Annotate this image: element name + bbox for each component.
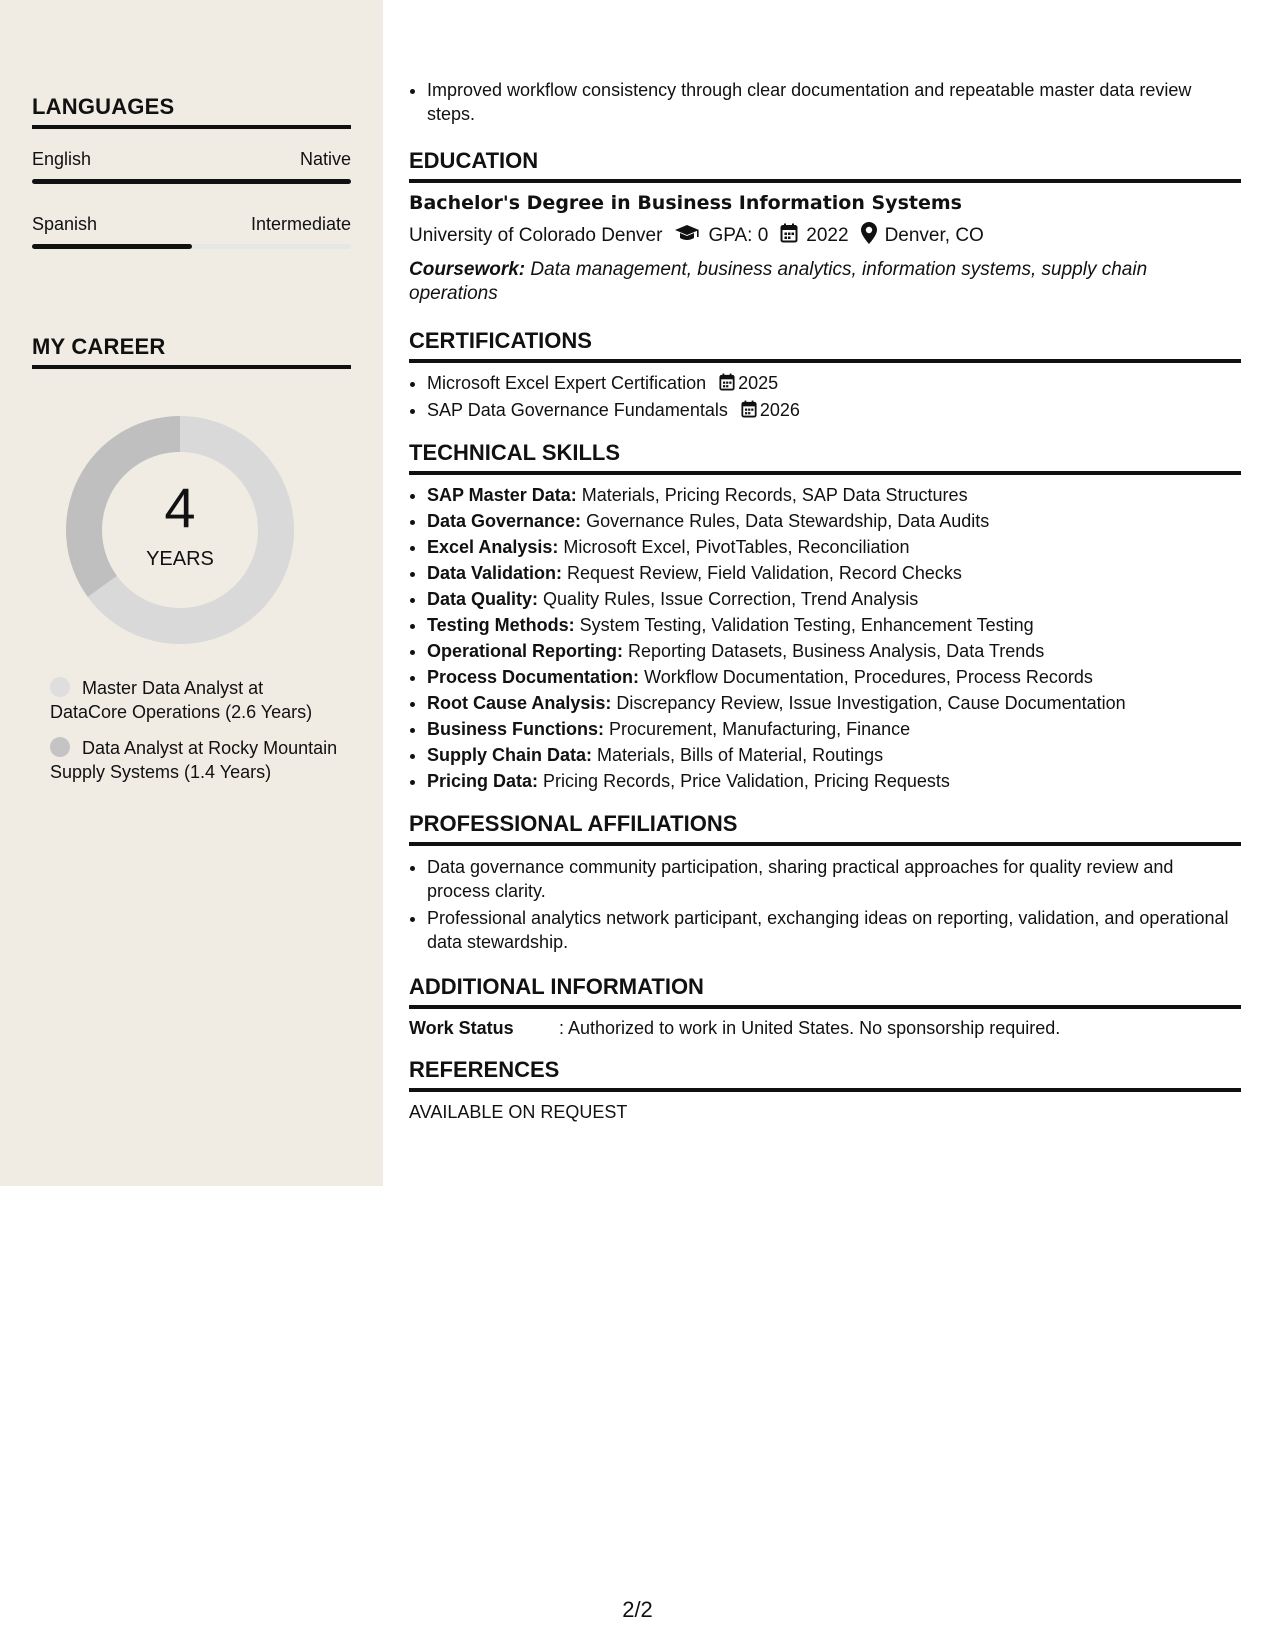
work-status-row [409, 1018, 1241, 1039]
skill-category: Excel Analysis: [427, 537, 559, 557]
affiliations-heading: PROFESSIONAL AFFILIATIONS [409, 811, 1241, 846]
technical-skills-section [409, 440, 1241, 793]
language-proficiency-bar [32, 179, 351, 184]
experience-bullet: • Improved workflow consistency through clear documentation and repeatable master data review steps. [427, 78, 1241, 126]
affiliation-item: • Professional analytics network participant, exchanging ideas on reporting, validation, and operational data stewardship. [427, 906, 1241, 954]
skill-values: Materials, Pricing Records, SAP Data Structures [581, 485, 968, 505]
language-item [32, 149, 351, 184]
skill-values: Materials, Bills of Material, Routings [597, 745, 884, 765]
calendar-icon [741, 398, 757, 422]
career-role-label: Data Analyst at Rocky Mountain Supply Systems (1.4 Years) [50, 738, 338, 782]
location-pin-icon [861, 222, 877, 250]
skill-item [427, 535, 1241, 559]
calendar-icon [780, 223, 798, 249]
career-total-years: 4 [164, 476, 196, 539]
language-name: English [32, 149, 92, 169]
additional-info-section [409, 974, 1241, 1039]
skill-item [427, 613, 1241, 637]
career-donut [66, 416, 294, 644]
language-proficiency-fill [32, 179, 351, 184]
education-location: Denver, CO [884, 225, 984, 246]
main-content [409, 78, 1241, 1123]
skill-category: Business Functions: [427, 719, 605, 739]
skill-category: Testing Methods: [427, 615, 575, 635]
coursework-label: Coursework: [409, 259, 526, 280]
coursework [409, 258, 1241, 306]
work-status-value: : Authorized to work in United States. No sponsorship required. [559, 1018, 1061, 1038]
affiliation-item: • Data governance community participation, sharing practical approaches for quality review and process clarity. [427, 855, 1241, 903]
skill-values: System Testing, Validation Testing, Enhancement Testing [579, 615, 1034, 635]
skill-item [427, 665, 1241, 689]
skill-values: Request Review, Field Validation, Record Checks [567, 563, 962, 583]
certification-name: SAP Data Governance Fundamentals [427, 400, 728, 420]
skill-item [427, 639, 1241, 663]
references-heading: REFERENCES [409, 1057, 1241, 1092]
additional-info-heading: ADDITIONAL INFORMATION [409, 974, 1241, 1009]
skill-item [427, 483, 1241, 507]
skill-category: Data Governance: [427, 511, 582, 531]
certification-name: Microsoft Excel Expert Certification [427, 373, 707, 393]
skill-category: Operational Reporting: [427, 641, 624, 661]
references-text: AVAILABLE ON REQUEST [409, 1102, 628, 1122]
affiliations-list [409, 855, 1241, 954]
degree-title: Bachelor's Degree in Business Information Systems [409, 192, 962, 214]
sidebar [0, 0, 383, 1186]
page-number: 2/2 [622, 1597, 653, 1622]
skill-item [427, 691, 1241, 715]
career-heading: MY CAREER [32, 334, 351, 369]
career-legend-item [50, 676, 340, 724]
career-role-label: Master Data Analyst at DataCore Operations (2.6 Years) [50, 678, 313, 722]
coursework-text: Data management, business analytics, information systems, supply chain operations [409, 259, 1148, 304]
calendar-icon [719, 371, 735, 395]
certification-item [427, 371, 1241, 395]
education-section [409, 148, 1241, 306]
skill-values: Governance Rules, Data Stewardship, Data Audits [586, 511, 990, 531]
language-item [32, 214, 351, 249]
technical-skills-heading: TECHNICAL SKILLS [409, 440, 1241, 475]
language-proficiency-fill [32, 244, 192, 249]
career-legend-item [50, 736, 340, 784]
legend-dot-icon [50, 737, 70, 757]
career-legend [50, 676, 340, 796]
skill-item [427, 509, 1241, 533]
languages-section [32, 94, 351, 249]
skill-values: Microsoft Excel, PivotTables, Reconciliation [563, 537, 910, 557]
skill-item [427, 769, 1241, 793]
graduation-cap-icon [674, 224, 700, 248]
language-proficiency-bar [32, 244, 351, 249]
education-details [409, 222, 1241, 250]
school-name: University of Colorado Denver [409, 225, 663, 246]
skill-values: Procurement, Manufacturing, Finance [609, 719, 911, 739]
affiliations-section [409, 811, 1241, 954]
certifications-section [409, 328, 1241, 422]
certifications-list [409, 371, 1241, 422]
skill-values: Discrepancy Review, Issue Investigation, Cause Documentation [616, 693, 1126, 713]
skills-list [409, 483, 1241, 793]
certification-year: 2026 [759, 400, 800, 420]
career-section [32, 334, 351, 369]
language-level: Intermediate [250, 214, 351, 234]
certification-item [427, 398, 1241, 422]
skill-item [427, 743, 1241, 767]
language-name: Spanish [32, 214, 98, 234]
skill-category: Root Cause Analysis: [427, 693, 612, 713]
language-level: Native [299, 149, 351, 169]
skill-values: Workflow Documentation, Procedures, Process Records [644, 667, 1093, 687]
skill-category: Pricing Data: [427, 771, 539, 791]
languages-heading: LANGUAGES [32, 94, 351, 129]
certifications-heading: CERTIFICATIONS [409, 328, 1241, 363]
skill-category: Supply Chain Data: [427, 745, 593, 765]
skill-category: SAP Master Data: [427, 485, 577, 505]
work-status-label: Work Status [409, 1018, 514, 1038]
skill-values: Quality Rules, Issue Correction, Trend Analysis [543, 589, 919, 609]
skill-values: Pricing Records, Price Validation, Pricing Requests [543, 771, 950, 791]
education-heading: EDUCATION [409, 148, 1241, 183]
references-section [409, 1057, 1241, 1123]
skill-item [427, 587, 1241, 611]
skill-item [427, 717, 1241, 741]
skill-category: Process Documentation: [427, 667, 640, 687]
skill-category: Data Validation: [427, 563, 563, 583]
graduation-year: 2022 [806, 225, 849, 246]
legend-dot-icon [50, 677, 70, 697]
skill-values: Reporting Datasets, Business Analysis, Data Trends [628, 641, 1045, 661]
gpa-value: GPA: 0 [708, 225, 769, 246]
career-total-unit: YEARS [146, 548, 214, 570]
experience-carryover-list [409, 78, 1241, 126]
skill-category: Data Quality: [427, 589, 539, 609]
skill-item [427, 561, 1241, 585]
certification-year: 2025 [738, 373, 779, 393]
